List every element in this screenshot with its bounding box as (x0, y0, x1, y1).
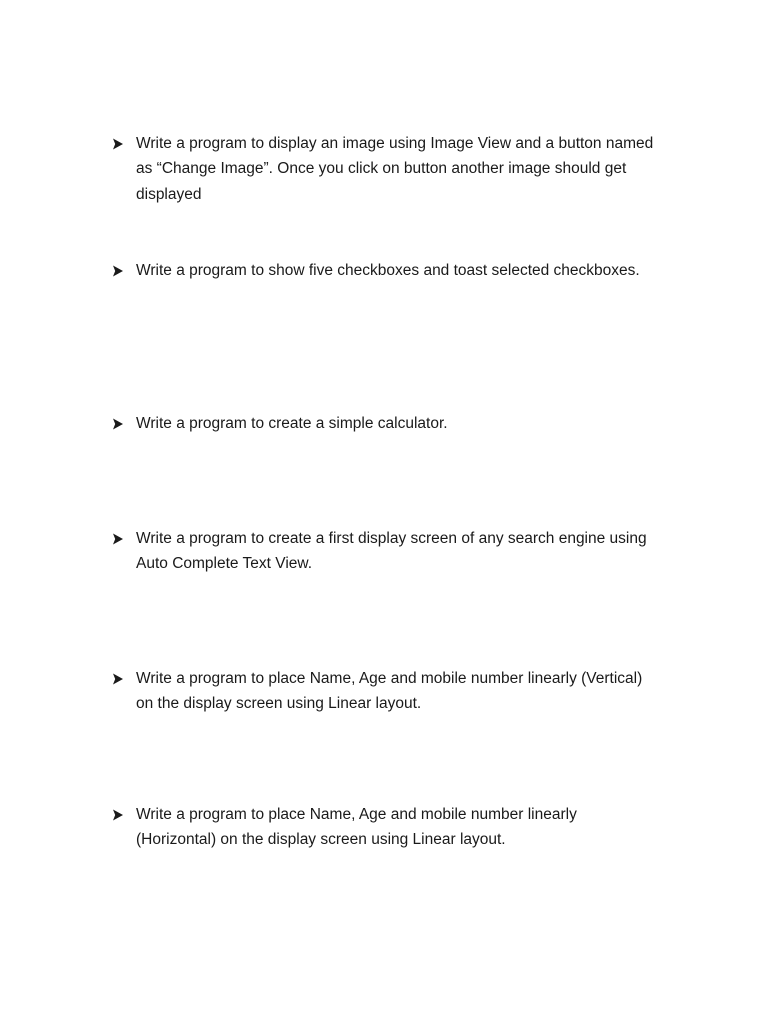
list-item-line: Write a program to place Name, Age and mobile number linearly (136, 805, 577, 823)
list-item-line: Write a program to show five checkboxes and toast selected checkboxes. (136, 261, 640, 279)
list-item (112, 258, 692, 284)
list-item-text (136, 666, 642, 717)
arrowhead-bullet-icon (112, 526, 136, 552)
arrowhead-bullet-icon (112, 131, 136, 157)
arrowhead-bullet-icon (112, 802, 136, 828)
list-item-line: Auto Complete Text View. (136, 555, 313, 572)
list-item-text (136, 131, 653, 208)
list-item-line: Write a program to create a first display screen of any search engine using (136, 529, 647, 547)
list-item (112, 411, 692, 437)
list-item-line: on the display screen using Linear layout. (136, 695, 422, 712)
list-item-text (136, 258, 640, 284)
list-item (112, 131, 692, 207)
list-item (112, 526, 692, 577)
list-item-line: Write a program to create a simple calculator. (136, 414, 448, 432)
list-item-line: (Horizontal) on the display screen using Linear layout. (136, 831, 506, 848)
list-item-line: as “Change Image”. Once you click on button another image should get (136, 160, 627, 177)
list-item-line: Write a program to place Name, Age and mobile number linearly (Vertical) (136, 669, 643, 687)
arrowhead-bullet-icon (112, 411, 136, 437)
arrowhead-bullet-icon (112, 666, 136, 692)
list-item-line: Write a program to display an image using Image View and a button named (136, 134, 654, 152)
list-item (112, 666, 692, 717)
list-item-text (136, 802, 577, 853)
list-item (112, 802, 692, 853)
list-item-line: displayed (136, 185, 202, 203)
list-item-text (136, 526, 647, 577)
arrowhead-bullet-icon (112, 258, 136, 284)
list-item-text (136, 411, 448, 437)
